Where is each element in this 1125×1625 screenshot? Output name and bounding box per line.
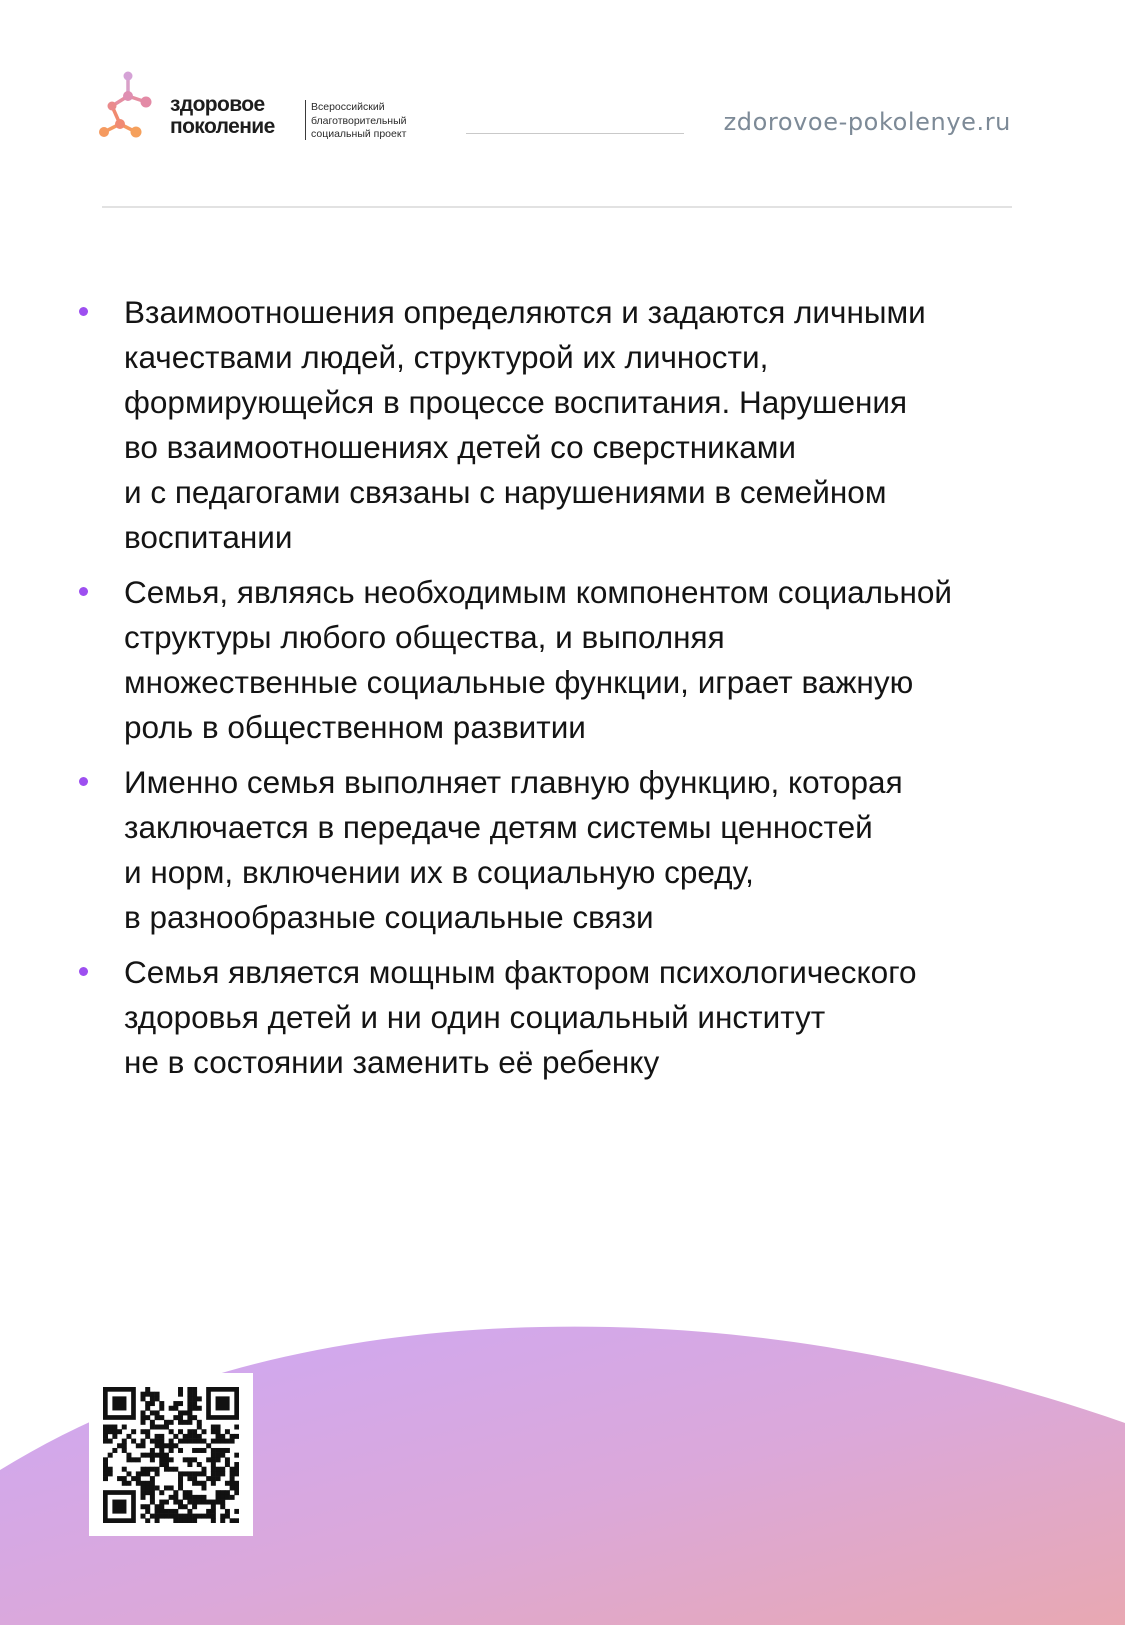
text-line: не в состоянии заменить её ребенку xyxy=(124,1044,660,1080)
bullet-text xyxy=(0,570,1125,750)
brand-name-line: поколение xyxy=(170,115,275,138)
text-line: формирующейся в процессе воспитания. Нарушения xyxy=(124,384,908,420)
list-item xyxy=(0,760,1125,940)
molecule-logo-icon xyxy=(98,70,158,142)
bullet-text xyxy=(0,290,1125,560)
text-line: и норм, включении их в социальную среду, xyxy=(124,854,754,890)
qr-code-icon xyxy=(103,1387,239,1523)
text-line: Именно семья выполняет главную функцию, которая xyxy=(124,764,903,800)
text-line: воспитании xyxy=(124,519,293,555)
text-line: во взаимоотношениях детей со сверстниками xyxy=(124,429,797,465)
brand-subtitle-line: Всероссийский xyxy=(311,101,385,113)
text-line: в разнообразные социальные связи xyxy=(124,899,654,935)
list-item xyxy=(0,290,1125,560)
main-content xyxy=(0,290,1125,1095)
text-line: здоровья детей и ни один социальный институт xyxy=(124,999,826,1035)
text-line: роль в общественном развитии xyxy=(124,709,586,745)
text-line: заключается в передаче детям системы ценностей xyxy=(124,809,873,845)
header-rule xyxy=(102,206,1012,208)
page-header xyxy=(0,0,1125,210)
header-divider-line xyxy=(466,133,684,134)
brand-name xyxy=(170,94,275,138)
text-line: множественные социальные функции, играет важную xyxy=(124,664,914,700)
brand-divider xyxy=(305,100,306,140)
bullet-text xyxy=(0,950,1125,1085)
text-line: качествами людей, структурой их личности, xyxy=(124,339,769,375)
brand-subtitle-line: социальный проект xyxy=(311,128,407,140)
list-item xyxy=(0,950,1125,1085)
brand-subtitle xyxy=(311,101,407,142)
qr-code[interactable] xyxy=(89,1373,253,1536)
list-item xyxy=(0,570,1125,750)
text-line: структуры любого общества, и выполняя xyxy=(124,619,725,655)
text-line: и с педагогами связаны с нарушениями в семейном xyxy=(124,474,887,510)
brand-logo[interactable] xyxy=(98,70,428,142)
text-line: Взаимоотношения определяются и задаются личными xyxy=(124,294,926,330)
site-url-link[interactable]: zdorovoe-pokolenye.ru xyxy=(723,108,1011,136)
text-line: Семья является мощным фактором психологического xyxy=(124,954,917,990)
text-line: Семья, являясь необходимым компонентом социальной xyxy=(124,574,952,610)
bullet-text xyxy=(0,760,1125,940)
bullet-list xyxy=(0,290,1125,1085)
brand-subtitle-line: благотворительный xyxy=(311,114,407,127)
brand-name-line: здоровое xyxy=(170,93,265,116)
